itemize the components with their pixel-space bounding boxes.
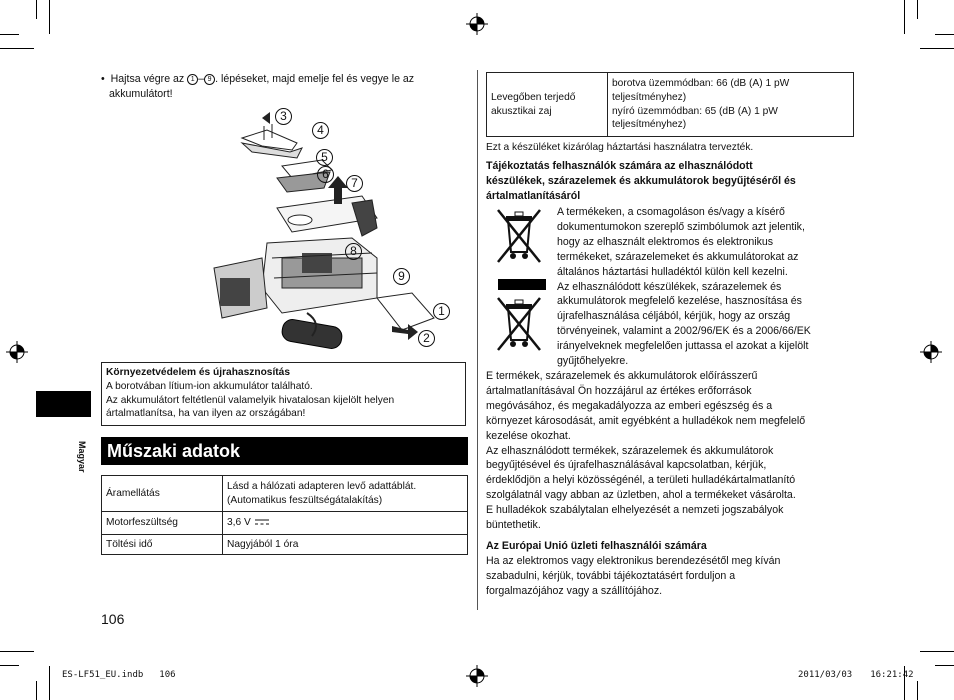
- registration-mark-icon: [920, 341, 942, 363]
- crop-mark: [920, 651, 954, 652]
- callout-7: 7: [346, 175, 363, 192]
- language-tab: [36, 391, 91, 417]
- table-row: Levegőben terjedő akusztikai zaj borotva üzemmódban: 66 (dB (A) 1 pW teljesítményhez) nyíró üzemmódban: 65 (dB (A) 1 pW teljesítményhez): [487, 73, 854, 137]
- table-row: Töltési idő Nagyjából 1 óra: [102, 535, 468, 555]
- crop-mark: [36, 681, 37, 700]
- crop-mark: [904, 0, 905, 34]
- spec-table: [101, 475, 468, 555]
- callout-8: 8: [345, 243, 362, 260]
- registration-mark-icon: [466, 13, 488, 35]
- step-number: 9: [204, 74, 215, 85]
- dc-symbol-icon: [254, 518, 270, 526]
- crop-mark: [36, 0, 37, 19]
- crop-mark: [0, 48, 34, 49]
- bin-underline-bar: [498, 279, 546, 290]
- footer-file: ES-LF51_EU.indb 106: [62, 670, 176, 680]
- disposal-paragraph-2: E termékek, szárazelemek és akkumulátorok előírásszerű ártalmatlanításával Ön hozzájárul az értékes erőforrások megóvásához, és megakadályozza az emberi egészség és a környezet károsodását, amit egyébként a hulladékok nem megfelelő kezelése okozhat. Az elhasználódott termékek, szárazelemek és akkumulátorok begyűjtésével és újrafelhasználásával kapcsolatban, kérjük, érdeklődjön a helyi közösségénél, a területi hulladékártalmatlanító szolgálatnál vagy abban az üzletben, ahol a termékeket vásárolta. E hulladékok szabálytalan elhelyezését a nemzeti jogszabályok büntethetik.: [486, 370, 806, 532]
- crop-mark: [49, 0, 50, 34]
- crop-mark: [920, 48, 954, 49]
- callout-6: 6: [317, 166, 334, 183]
- disposal-paragraph-1: A termékeken, a csomagoláson és/vagy a kísérő dokumentumokon szereplő szimbólumok azt jelentik, hogy az elhasznált elektromos és elektronikus termékeket, szárazelemeket és akkumulátorokat az általános háztartási hulladéktól külön kell kezelni. Az elhasználódott készülékek, szárazelemek és akkumulátorok megfelelő kezelése, hasznosítása és újrafelhasználása céljából, kérjük, hogy az ország törvényeinek, valamint a 2002/96/EK és a 2006/66/EK irányelveknek megfelelően juttassa el azokat a kijelölt gyűjtőhelyekre.: [557, 206, 811, 368]
- step-number: 1: [187, 74, 198, 85]
- noise-table: [486, 72, 854, 137]
- column-divider: [477, 70, 478, 610]
- table-row: Motorfeszültség 3,6 V: [102, 512, 468, 535]
- crop-mark: [49, 666, 50, 700]
- crossed-bin-icon: [494, 294, 544, 356]
- section-title: Műszaki adatok: [107, 441, 241, 461]
- registration-mark-icon: [466, 665, 488, 687]
- crop-mark: [917, 681, 918, 700]
- environment-note-title: Környezetvédelem és újrahasznosítás: [106, 367, 291, 378]
- callout-9: 9: [393, 268, 410, 285]
- crop-mark: [917, 0, 918, 19]
- footer-timestamp: 2011/03/03 16:21:42: [798, 670, 914, 680]
- crossed-bin-icon: [494, 206, 544, 268]
- disassembly-diagram: [212, 108, 462, 358]
- crop-mark: [935, 34, 954, 35]
- crop-mark: [935, 665, 954, 666]
- environment-note-box: Környezetvédelem és újrahasznosítás A borotvában lítium-ion akkumulátor található. Az akkumulátort feltétlenül valamelyik hivatalosan kijelölt helyen ártalmatlanítsa, ha van ilyen az országában!: [101, 362, 466, 426]
- eu-business-paragraph: Ha az elektromos vagy elektronikus berendezésétől meg kíván szabadulni, kérjük, további tájékoztatásért forduljon a forgalmazójához vagy a szállítójához.: [486, 555, 781, 597]
- page-number: 106: [101, 611, 125, 627]
- crop-mark: [0, 665, 19, 666]
- section-title-bar: [101, 437, 468, 465]
- callout-4: 4: [312, 122, 329, 139]
- info-title: Tájékoztatás felhasználók számára az elhasználódott készülékek, szárazelemek és akkumulátorok begyűjtéséről és ártalmatlanításáról: [486, 160, 796, 202]
- callout-3: 3: [275, 108, 292, 125]
- registration-mark-icon: [6, 341, 28, 363]
- removal-instruction: • Hajtsa végre az 1 – 9 . lépéseket, majd emelje fel és vegye le az akkumulátort!: [101, 73, 415, 100]
- callout-1: 1: [433, 303, 450, 320]
- language-tab-label: Magyar: [77, 441, 87, 473]
- eu-business-title: Az Európai Unió üzleti felhasználói számára: [486, 540, 707, 552]
- household-note: Ezt a készüléket kizárólag háztartási használatra tervezték.: [486, 142, 754, 153]
- callout-5: 5: [316, 149, 333, 166]
- table-row: Áramellátás Lásd a hálózati adapteren levő adattáblát. (Automatikus feszültségátalakítás): [102, 476, 468, 512]
- callout-2: 2: [418, 330, 435, 347]
- crop-mark: [0, 34, 19, 35]
- crop-mark: [0, 651, 34, 652]
